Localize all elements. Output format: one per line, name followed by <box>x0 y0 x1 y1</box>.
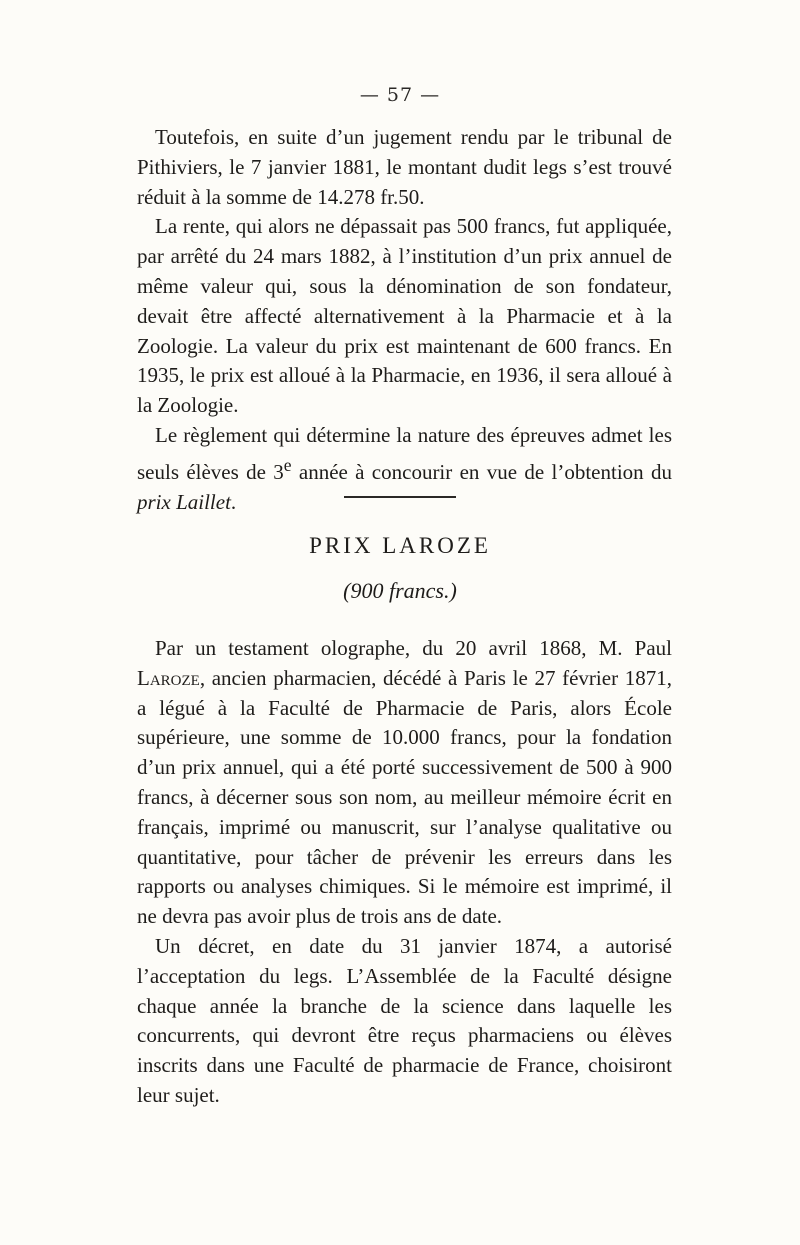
prize-name-italic: prix Laillet <box>137 489 231 514</box>
text-block-laillet <box>137 123 672 517</box>
text-run: , ancien pharmacien, décédé à Paris le 27 février 1871, a légué à la Faculté de Pharmacie de Paris, alors École supérieure, une somme de 10.000 francs, pour la fondation d’un prix annuel, qui a été porté successivement de 500 à 900 francs, à décerner sous son nom, au meilleur mémoire écrit en français, imprimé ou manuscrit, sur l’analyse qualitative ou quantitative, pour tâcher de prévenir les erreurs dans les rapports ou analyses chimiques. Si le mémoire est imprimé, il ne devra pas avoir plus de trois ans de date. <box>137 665 672 929</box>
paragraph: La rente, qui alors ne dépassait pas 500 francs, fut appliquée, par arrêté du 24 mars 1882, à l’institution d’un prix annuel de même valeur qui, sous la dénomination de son fondateur, devait être affecté alternativement à la Pharmacie et à la Zoologie. La valeur du prix est maintenant de 600 francs. En 1935, le prix est alloué à la Pharmacie, en 1936, il sera alloué à la Zoologie. <box>137 214 672 418</box>
text-run: Par un testament olographe, du 20 avril 1868, M. Paul <box>155 636 672 660</box>
text-block-laroze <box>137 634 672 1111</box>
founder-name: Laroze <box>137 665 200 690</box>
text-run: Le règlement qui détermine la nature des épreuves admet les seuls élèves de 3 <box>137 422 672 484</box>
text-run: année à concourir en vue de l’obtention du <box>291 459 672 484</box>
page-number: — 57 — <box>359 84 441 106</box>
section-title: PRIX LAROZE <box>309 533 491 558</box>
paragraph <box>137 421 672 517</box>
paragraph: Un décret, en date du 31 janvier 1874, a autorisé l’acceptation du legs. L’Assemblée de la Faculté désigne chaque année la branche de la science dans laquelle les concurrents, qui devront être reçus pharmaciens ou élèves inscrits dans une Faculté de pharmacie de France, choisiront leur sujet. <box>137 933 672 1107</box>
section-divider <box>344 496 456 498</box>
paragraph <box>137 634 672 932</box>
paragraph: Toutefois, en suite d’un jugement rendu par le tribunal de Pithiviers, le 7 janvier 1881, le montant dudit legs s’est trouvé réduit à la somme de 14.278 fr.50. <box>137 125 672 209</box>
section-subtitle: (900 francs.) <box>343 578 457 603</box>
text-run: . <box>230 489 237 514</box>
ordinal-superscript: e <box>283 454 292 475</box>
